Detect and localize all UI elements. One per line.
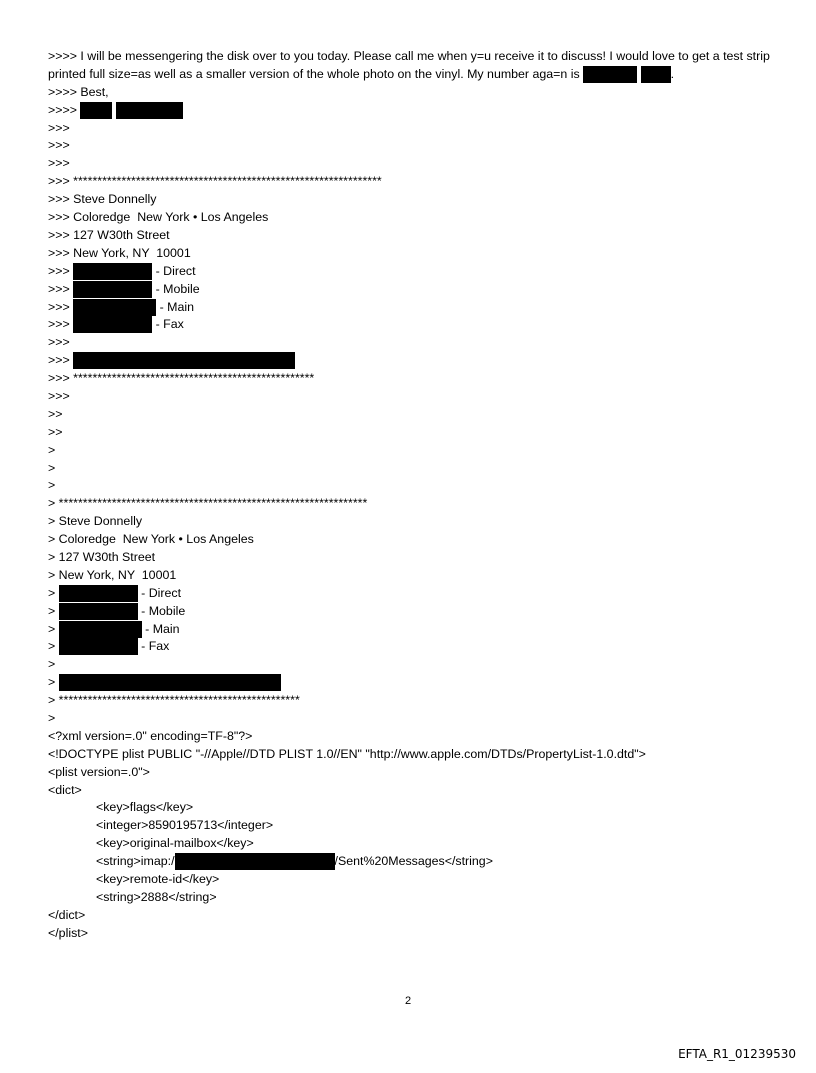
signature-street: >>> 127 W30th Street (48, 227, 170, 242)
redaction-block (59, 621, 142, 638)
quote-line: > (48, 442, 56, 457)
plist-string-remote-id: <string>2888</string> (96, 889, 217, 904)
redaction-block (73, 316, 152, 333)
plist-integer-flags: <integer>8590195713</integer> (96, 818, 274, 833)
plist-xml-declaration: <?xml version=.0" encoding=TF-8"?> (48, 728, 253, 743)
quote-line: > (48, 478, 56, 493)
redaction-block (641, 66, 671, 83)
plist-key-mailbox: <key>original-mailbox</key> (96, 836, 254, 851)
signature-city: >>> New York, NY 10001 (48, 245, 191, 260)
signature-phone-main: >>> - Main (48, 299, 195, 314)
signature-email: >>> (48, 352, 788, 370)
email-body-line: >>>> (48, 102, 788, 120)
signature-company: > Coloredge New York • Los Angeles (48, 532, 254, 547)
quote-line: > (48, 710, 56, 725)
signature-phone-direct: > - Direct (48, 585, 182, 600)
quote-line: > (48, 460, 56, 475)
email-body-line: >>>> Best, (48, 84, 109, 99)
signature-divider: > **************************************************************** (48, 496, 368, 511)
email-document (48, 48, 788, 943)
signature-phone-fax: >>> - Fax (48, 317, 184, 332)
signature-phone-mobile: >>> - Mobile (48, 281, 200, 296)
redaction-block (73, 263, 152, 280)
plist-open-tag: <plist version=.0"> (48, 764, 150, 779)
quote-line: >> (48, 424, 63, 439)
redaction-block (73, 281, 152, 298)
signature-phone-mobile: > - Mobile (48, 603, 186, 618)
redaction-block (116, 102, 183, 119)
signature-divider: > ************************************************** (48, 693, 300, 708)
email-body-line: >>>> I will be messengering the disk over to you today. Please call me when y=u receive it to discuss! I would love to get a test strip printed full size=as well as a smaller version of the whole photo on the vinyl. My number aga=n is . (48, 49, 770, 81)
quote-line: >>> (48, 120, 70, 135)
signature-divider: >>> **************************************************************** (48, 174, 382, 189)
redaction-block (80, 102, 112, 119)
signature-name: > Steve Donnelly (48, 514, 143, 529)
plist-key-flags: <key>flags</key> (96, 800, 194, 815)
signature-divider: >>> ************************************************** (48, 371, 315, 386)
redaction-block (73, 299, 156, 316)
quote-line: >>> (48, 388, 70, 403)
quote-line: >>> (48, 335, 70, 350)
redaction-block (59, 603, 138, 620)
redaction-block (59, 674, 281, 691)
plist-key-remote-id: <key>remote-id</key> (96, 872, 220, 886)
dict-open-tag: <dict> (48, 782, 82, 797)
signature-city: > New York, NY 10001 (48, 567, 177, 582)
redaction-block (59, 585, 138, 602)
quote-line: >> (48, 406, 63, 421)
signature-company: >>> Coloredge New York • Los Angeles (48, 210, 269, 225)
redaction-block (73, 352, 295, 369)
redaction-block (59, 638, 138, 655)
quote-line: >>> (48, 138, 70, 153)
dict-close-tag: </dict> (48, 907, 86, 922)
signature-street: > 127 W30th Street (48, 549, 156, 564)
plist-doctype: <!DOCTYPE plist PUBLIC "-//Apple//DTD PLIST 1.0//EN" "http://www.apple.com/DTDs/PropertyList-1.0.dtd"> (48, 746, 646, 761)
redaction-block (583, 66, 637, 83)
signature-name: >>> Steve Donnelly (48, 192, 157, 207)
redaction-block (175, 853, 335, 870)
document-id: EFTA_R1_01239530 (678, 1047, 796, 1061)
signature-phone-fax: > - Fax (48, 639, 170, 654)
quote-line: > (48, 657, 56, 672)
quote-line: >>> (48, 156, 70, 171)
plist-string-imap: <string>imap:/ /Sent%20Messages</string> (96, 854, 493, 869)
plist-close-tag: </plist> (48, 925, 88, 940)
signature-phone-main: > - Main (48, 621, 180, 636)
signature-email: > (48, 674, 788, 692)
page-number: 2 (404, 995, 412, 1007)
signature-phone-direct: >>> - Direct (48, 263, 196, 278)
